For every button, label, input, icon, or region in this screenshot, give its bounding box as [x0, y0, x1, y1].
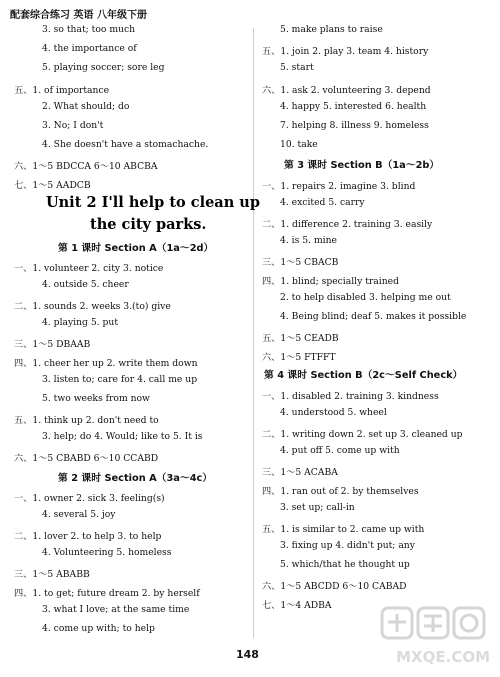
answer-line: 3. No; I don't — [42, 120, 104, 131]
answer-line: 五、1. of importance — [14, 85, 110, 96]
answer-line: 3. fixing up 4. didn't put; any — [280, 540, 415, 551]
answer-line: 4. playing 5. put — [42, 317, 119, 328]
answer-line: 3. help; do 4. Would; like to 5. It is — [42, 431, 203, 442]
answer-line: 四、1. blind; specially trained — [262, 276, 399, 287]
answer-line: 4. She doesn't have a stomachache. — [42, 139, 209, 150]
answer-line: 一、1. repairs 2. imagine 3. blind — [262, 181, 416, 192]
answer-line: 四、1. cheer her up 2. write them down — [14, 358, 198, 369]
answer-line: 5. which/that he thought up — [280, 559, 410, 570]
answer-line: 4. is 5. mine — [280, 235, 337, 246]
answer-line: 一、1. volunteer 2. city 3. notice — [14, 263, 164, 274]
answer-line: 5. two weeks from now — [42, 393, 150, 404]
answer-line: 七、1～5 AADCB — [14, 180, 91, 191]
column-divider — [253, 28, 254, 638]
section-heading: 第 2 课时 Section A（3a～4c） — [58, 473, 213, 484]
section-heading: 第 3 课时 Section B（1a～2b） — [284, 160, 440, 171]
answer-line: 五、1. is similar to 2. came up with — [262, 524, 425, 535]
answer-line: 三、1～5 DBAAB — [14, 339, 91, 350]
answer-line: 四、1. ran out of 2. by themselves — [262, 486, 419, 497]
answer-line: 七、1～4 ADBA — [262, 600, 332, 611]
answer-line: 4. several 5. joy — [42, 509, 116, 520]
section-heading: 第 4 课时 Section B（2c～Self Check） — [264, 370, 463, 381]
answer-line: 四、1. to get; future dream 2. by herself — [14, 588, 200, 599]
answer-line: 3. so that; too much — [42, 24, 136, 35]
answer-line: 7. helping 8. illness 9. homeless — [280, 120, 429, 131]
answer-line: 3. set up; call-in — [280, 502, 355, 513]
answer-line: 二、1. sounds 2. weeks 3.(to) give — [14, 301, 171, 312]
unit-title: Unit 2 I'll help to clean up — [46, 194, 260, 211]
answer-line: 4. understood 5. wheel — [280, 407, 387, 418]
answer-line: 2. What should; do — [42, 101, 130, 112]
answer-line: 4. Volunteering 5. homeless — [42, 547, 172, 558]
section-heading: 第 1 课时 Section A（1a～2d） — [58, 243, 214, 254]
answer-line: 2. to help disabled 3. helping me out — [280, 292, 451, 303]
answer-line: 五、1. think up 2. don't need to — [14, 415, 159, 426]
page-number: 148 — [236, 648, 259, 661]
unit-title-continued: the city parks. — [90, 216, 207, 233]
answer-line: 一、1. owner 2. sick 3. feeling(s) — [14, 493, 165, 504]
watermark-site-text: MXQE.COM — [396, 648, 490, 666]
answer-line: 3. listen to; care for 4. call me up — [42, 374, 198, 385]
answer-line: 二、1. writing down 2. set up 3. cleaned up — [262, 429, 463, 440]
page-header: 配套综合练习 英语 八年级下册 — [10, 10, 147, 21]
answer-line: 三、1～5 CBACB — [262, 257, 339, 268]
answer-line: 4. excited 5. carry — [280, 197, 365, 208]
answer-line: 五、1. join 2. play 3. team 4. history — [262, 46, 429, 57]
answer-line: 六、1～5 FTFFT — [262, 352, 336, 363]
answer-line: 六、1～5 BDCCA 6～10 ABCBA — [14, 161, 158, 172]
answer-line: 六、1. ask 2. volunteering 3. depend — [262, 85, 431, 96]
answer-line: 4. put off 5. come up with — [280, 445, 400, 456]
answer-line: 三、1～5 ABABB — [14, 569, 90, 580]
answer-line: 4. happy 5. interested 6. health — [280, 101, 427, 112]
answer-line: 10. take — [280, 139, 318, 150]
answer-line: 4. the importance of — [42, 43, 137, 54]
answer-line: 5. make plans to raise — [280, 24, 383, 35]
answer-line: 六、1～5 CBABD 6～10 CCABD — [14, 453, 159, 464]
answer-line: 3. what I love; at the same time — [42, 604, 190, 615]
answer-line: 一、1. disabled 2. training 3. kindness — [262, 391, 439, 402]
answer-line: 4. outside 5. cheer — [42, 279, 129, 290]
answer-line: 4. Being blind; deaf 5. makes it possible — [280, 311, 467, 322]
answer-line: 五、1～5 CEADB — [262, 333, 339, 344]
answer-line: 二、1. difference 2. training 3. easily — [262, 219, 433, 230]
watermark-logo — [368, 602, 496, 672]
answer-line: 4. come up with; to help — [42, 623, 155, 634]
answer-line: 5. start — [280, 62, 314, 73]
answer-line: 5. playing soccer; sore leg — [42, 62, 165, 73]
answer-line: 六、1～5 ABCDD 6～10 CABAD — [262, 581, 407, 592]
answer-line: 三、1～5 ACABA — [262, 467, 338, 478]
answer-line: 二、1. lover 2. to help 3. to help — [14, 531, 162, 542]
